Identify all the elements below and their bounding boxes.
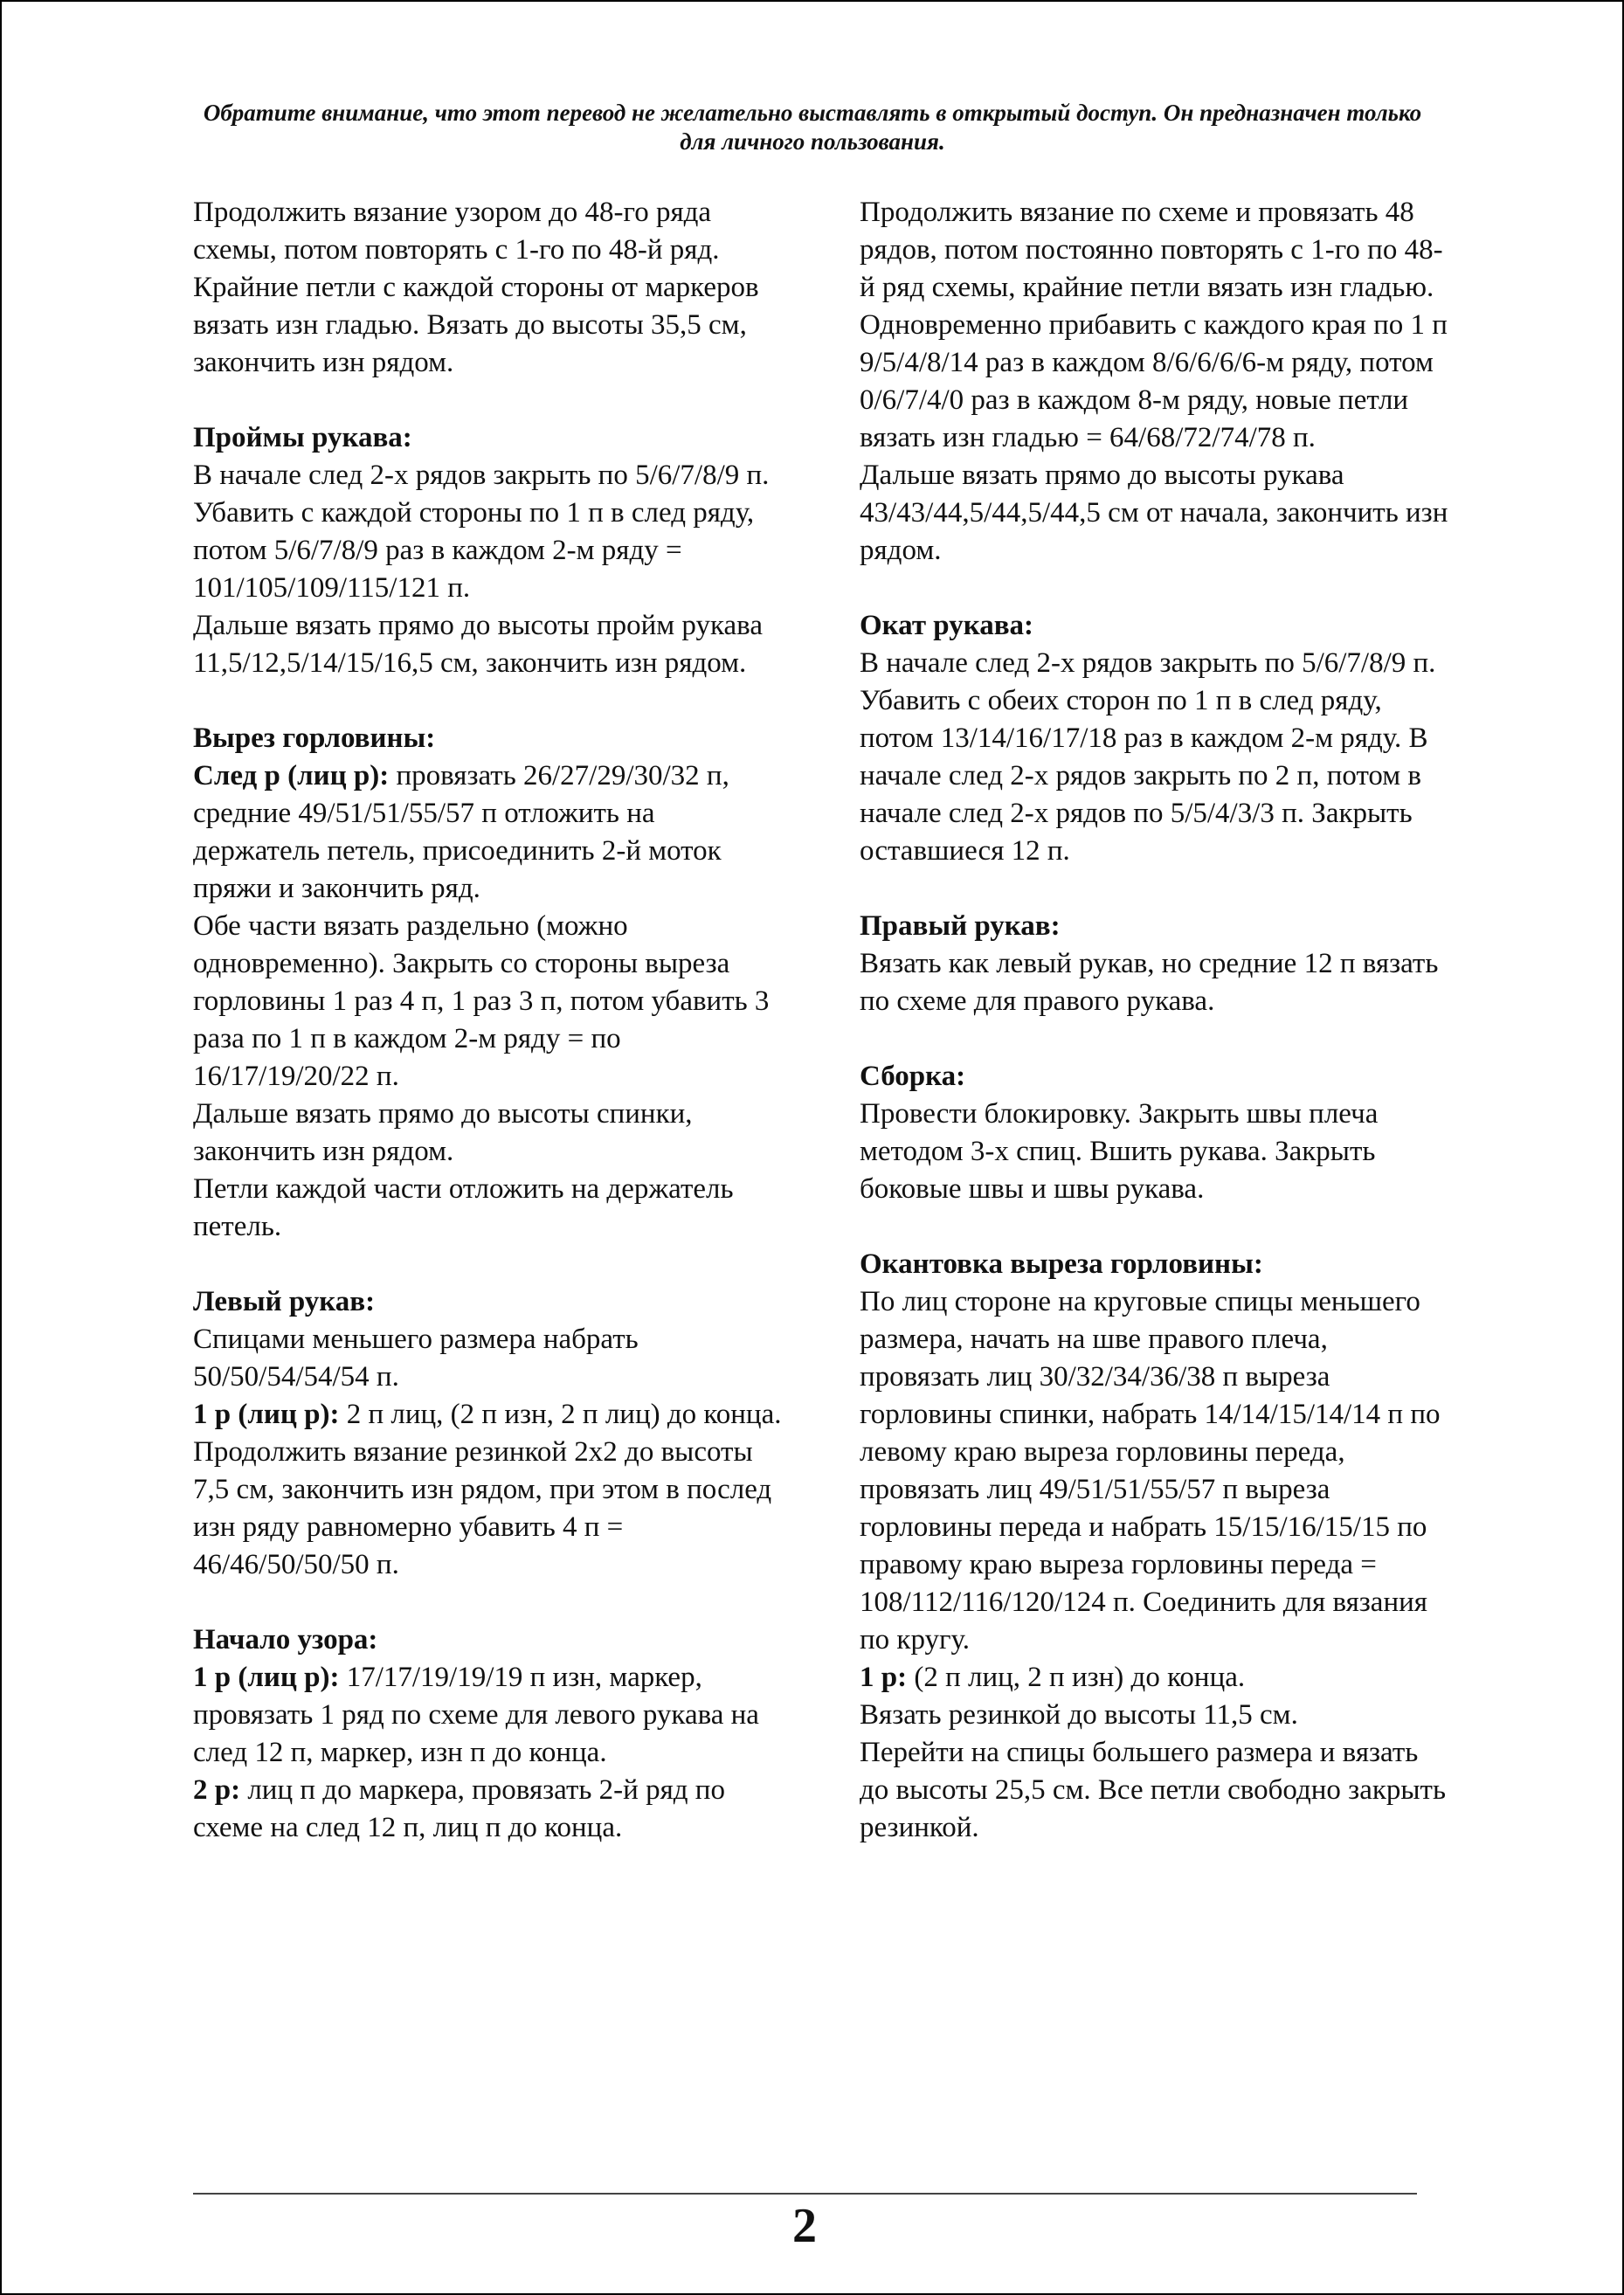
paragraph: Дальше вязать прямо до высоты пройм рукава 11,5/12,5/14/15/16,5 см, закончить изн рядом. bbox=[193, 610, 763, 679]
paragraph: Продолжить вязание узором до 48-го ряда схемы, потом повторять с 1-го по 48-й ряд. Крайние петли с каждой стороны от маркеров вязать изн гладью. Вязать до высоты 35,5 см, закончить изн рядом. bbox=[193, 197, 759, 378]
translation-notice: Обратите внимание, что этот перевод не желательно выставлять в открытый доступ. Он предназначен только для личного пользования. bbox=[203, 100, 1422, 155]
section-neckline bbox=[193, 720, 787, 1246]
left-column bbox=[193, 194, 787, 1884]
paragraph bbox=[193, 1396, 787, 1434]
paragraph: Провести блокировку. Закрыть швы плеча методом 3-х спиц. Вшить рукава. Закрыть боковые швы и швы рукава. bbox=[860, 1098, 1379, 1205]
row-label: 1 р (лиц р): bbox=[193, 1662, 340, 1693]
paragraph bbox=[193, 1659, 787, 1772]
row-text: 2 п лиц, (2 п изн, 2 п лиц) до конца. bbox=[339, 1399, 782, 1430]
paragraph: Обе части вязать раздельно (можно одновременно). Закрыть со стороны выреза горловины 1 раз 4 п, 1 раз 3 п, потом убавить 3 раза по 1 п в каждом 2-м ряду = по 16/17/19/20/22 п. bbox=[193, 910, 770, 1092]
paragraph: В начале след 2-х рядов закрыть по 5/6/7/8/9 п. Убавить с обеих сторон по 1 п в след ряду, потом 13/14/16/17/18 раз в каждом 2-м ряду. В начале след 2-х рядов закрыть по 2 п, потом в начале след 2-х рядов по 5/5/4/3/3 п. Закрыть оставшиеся 12 п. bbox=[860, 647, 1436, 867]
paragraph: Спицами меньшего размера набрать 50/50/54/54/54 п. bbox=[193, 1324, 639, 1393]
paragraph: Дальше вязать прямо до высоты спинки, закончить изн рядом. bbox=[193, 1098, 693, 1167]
section-heading: Окантовка выреза горловины: bbox=[860, 1248, 1263, 1280]
section-sleeve-cap bbox=[860, 607, 1454, 870]
paragraph: Продолжить вязание по схеме и провязать 48 рядов, потом постоянно повторять с 1-го по 48-й ряд схемы, крайние петли вязать изн гладью. Одновременно прибавить с каждого края по 1 п 9/5/4/8/14 раз в каждом 8/6/6/6/6-м ряду, потом 0/6/7/4/0 раз в каждом 8-м ряду, новые петли вязать изн гладью = 64/68/72/74/78 п. bbox=[860, 197, 1448, 453]
paragraph bbox=[860, 1659, 1454, 1697]
row-text: (2 п лиц, 2 п изн) до конца. bbox=[907, 1662, 1246, 1693]
paragraph: По лиц стороне на круговые спицы меньшего размера, начать на шве правого плеча, провязать лиц 30/32/34/36/38 п выреза горловины спинки, набрать 14/14/15/14/14 п по левому краю выреза горловины переда, провязать лиц 49/51/51/55/57 п выреза горловины переда и набрать 15/15/16/15/15 по правому краю выреза горловины переда = 108/112/116/120/124 п. Соединить для вязания по кругу. bbox=[860, 1286, 1441, 1656]
section-heading: Вырез горловины: bbox=[193, 722, 436, 754]
paragraph bbox=[193, 1772, 787, 1847]
section-sleeve-continue bbox=[860, 194, 1454, 570]
paragraph: Дальше вязать прямо до высоты рукава 43/43/44,5/44,5/44,5 см от начала, закончить изн рядом. bbox=[860, 460, 1448, 566]
section-heading: Правый рукав: bbox=[860, 910, 1061, 942]
row-label: 1 р (лиц р): bbox=[193, 1399, 340, 1430]
section-pattern-continue bbox=[193, 194, 787, 382]
row-label: 1 р: bbox=[860, 1662, 908, 1693]
section-heading: Левый рукав: bbox=[193, 1286, 376, 1317]
row-text: провязать 26/27/29/30/32 п, средние 49/51/51/55/57 п отложить на держатель петель, присоединить 2-й моток пряжи и закончить ряд. bbox=[193, 760, 729, 904]
section-heading: Начало узора: bbox=[193, 1624, 378, 1656]
section-heading: Окат рукава: bbox=[860, 610, 1034, 641]
section-right-sleeve bbox=[860, 908, 1454, 1020]
page-number: 2 bbox=[792, 2199, 817, 2253]
paragraph: В начале след 2-х рядов закрыть по 5/6/7/8/9 п. Убавить с каждой стороны по 1 п в след ряду, потом 5/6/7/8/9 раз в каждом 2-м ряду = 101/105/109/115/121 п. bbox=[193, 460, 770, 604]
paragraph bbox=[193, 757, 787, 908]
row-label: След р (лиц р): bbox=[193, 760, 390, 791]
section-heading: Сборка: bbox=[860, 1061, 966, 1092]
right-column bbox=[860, 194, 1454, 1884]
row-text: 17/17/19/19/19 п изн, маркер, провязать 1 ряд по схеме для левого рукава на след 12 п, маркер, изн п до конца. bbox=[193, 1662, 759, 1768]
paragraph: Вязать как левый рукав, но средние 12 п вязать по схеме для правого рукава. bbox=[860, 948, 1439, 1017]
row-text: лиц п до маркера, провязать 2-й ряд по схеме на след 12 п, лиц п до конца. bbox=[193, 1774, 725, 1843]
row-label: 2 р: bbox=[193, 1774, 241, 1806]
section-assembly bbox=[860, 1058, 1454, 1208]
section-left-sleeve bbox=[193, 1283, 787, 1584]
paragraph: Перейти на спицы большего размера и вязать до высоты 25,5 см. Все петли свободно закрыть резинкой. bbox=[860, 1737, 1447, 1843]
paragraph: Продолжить вязание резинкой 2x2 до высоты 7,5 см, закончить изн рядом, при этом в послед изн ряду равномерно убавить 4 п = 46/46/50/50/50 п. bbox=[193, 1436, 772, 1580]
section-armholes bbox=[193, 419, 787, 682]
paragraph: Вязать резинкой до высоты 11,5 см. bbox=[860, 1699, 1298, 1731]
section-pattern-start bbox=[193, 1621, 787, 1847]
section-neck-band bbox=[860, 1246, 1454, 1847]
paragraph: Петли каждой части отложить на держатель петель. bbox=[193, 1173, 734, 1242]
section-heading: Проймы рукава: bbox=[193, 422, 412, 453]
